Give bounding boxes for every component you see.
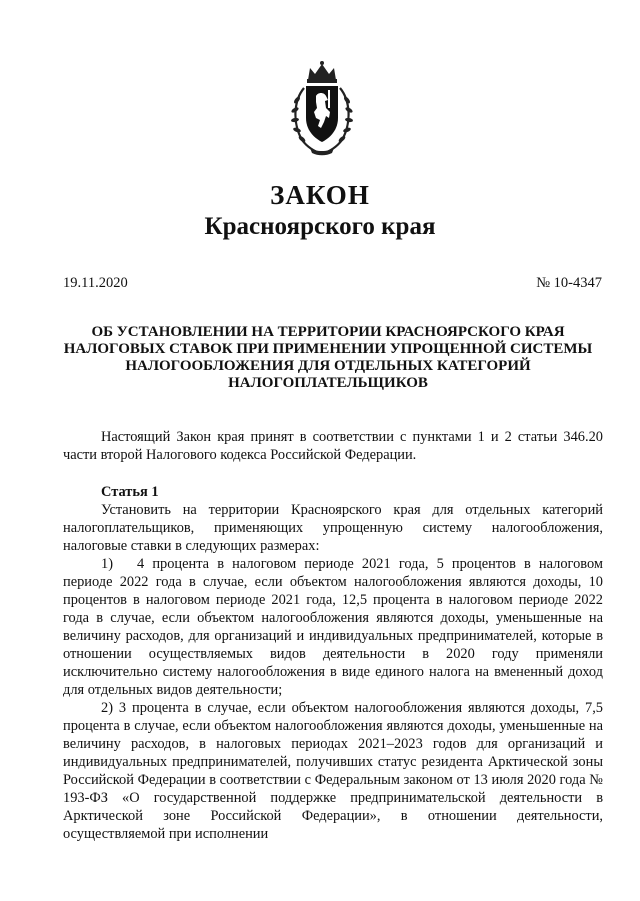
heading-line: НАЛОГОВЫХ СТАВОК ПРИ ПРИМЕНЕНИИ УПРОЩЕННОЙ СИСТЕМЫ [63,341,593,357]
article-block [63,483,603,843]
law-number: № 10-4347 [536,275,602,291]
heading-line: НАЛОГООБЛОЖЕНИЯ ДЛЯ ОТДЕЛЬНЫХ КАТЕГОРИЙ [125,358,531,374]
law-subtitle: Красноярского края [204,213,436,240]
heading-line: ОБ УСТАНОВЛЕНИИ НА ТЕРРИТОРИИ КРАСНОЯРСКОГО КРАЯ [91,324,565,340]
item-number: 2) [101,700,113,716]
coat-of-arms-emblem [288,60,356,158]
article-item [63,555,603,699]
article-item [63,699,603,843]
article-items-list [63,555,603,843]
article-title: Статья 1 [101,484,159,500]
item-text: 3 процента в случае, если объектом налогообложения являются доходы, 7,5 процента в случае, если объектом налогообложения являются доходы, уменьшенные на величину расходов, в налоговых периодах 2021–2023 годов для организаций и индивидуальных предпринимателей, получивших статус резидента Арктической зоны Российской Федерации в соответствии с Федеральным законом от 13 июля 2020 года № 193-ФЗ «О государственной поддержке предпринимательской деятельности в Арктической зоне Российской Федерации», в отношении деятельности, осуществляемой при исполнении [63,700,604,842]
law-date: 19.11.2020 [63,275,128,291]
item-number: 1) [101,556,113,572]
heading-line: НАЛОГОПЛАТЕЛЬЩИКОВ [228,375,428,391]
document-heading [60,324,596,392]
law-title: ЗАКОН [270,180,370,210]
preamble-block [63,428,603,464]
preamble-paragraph: Настоящий Закон края принят в соответствии с пунктами 1 и 2 статьи 346.20 части второй Налогового кодекса Российской Федерации. [63,429,603,463]
article-intro: Установить на территории Красноярского края для отдельных категорий налогоплательщиков, применяющих упрощенную систему налогообложения, налоговые ставки в следующих размерах: [63,502,603,554]
item-text: 4 процента в налоговом периоде 2021 года, 5 процентов в налоговом периоде 2022 года в случае, если объектом налогообложения являются доходы, 10 процентов в налоговом периоде 2021 года, 12,5 процента в налоговом периоде 2022 года в случае, если объектом налогообложения являются доходы, уменьшенные на величину расходов, для организаций и индивидуальных предпринимателей, которые в отношении осуществляемых видов деятельности в 2020 году применяли исключительно систему налогообложения в виде единого налога на вмененный доход для отдельных видов деятельности; [63,556,603,698]
